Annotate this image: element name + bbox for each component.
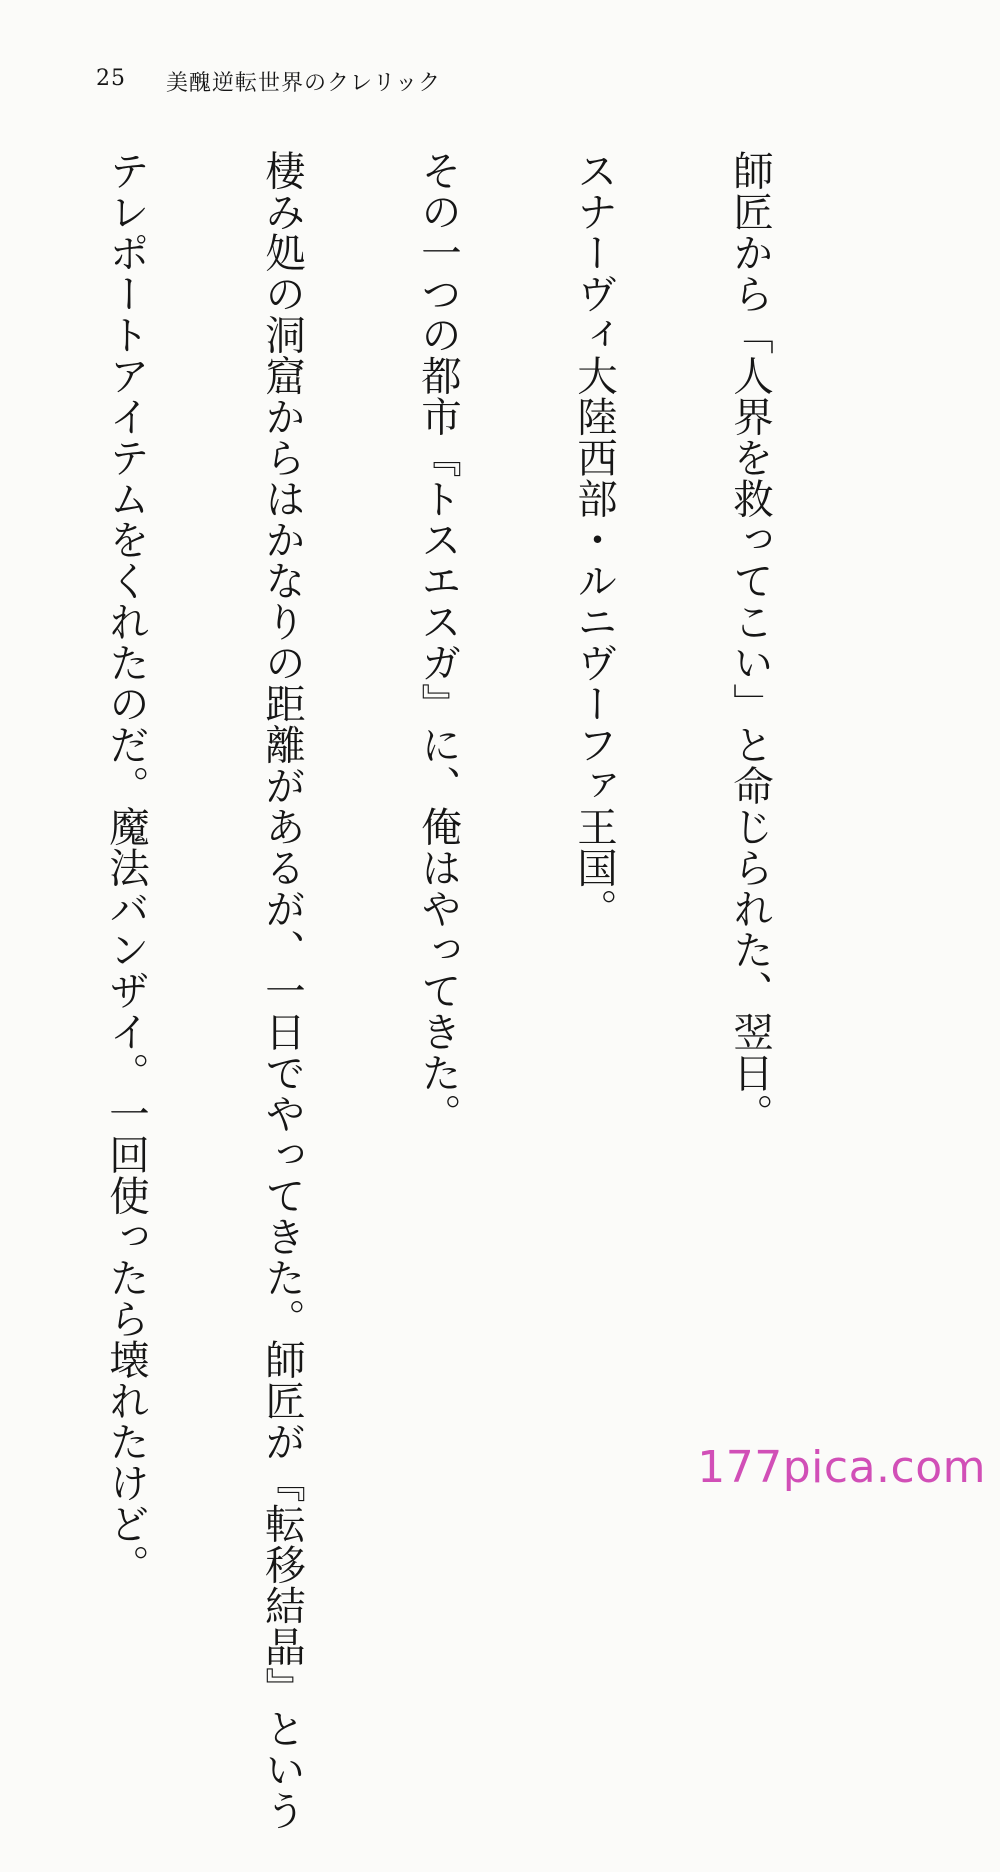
text-line: スナーヴィ大陸西部・ルニヴーファ王国。 bbox=[570, 150, 618, 929]
page-header bbox=[96, 66, 441, 97]
page-number: 25 bbox=[96, 66, 126, 91]
text-line: テレポートアイテムをくれたのだ。魔法バンザイ。一回使ったら壊れたけど。 bbox=[102, 150, 150, 1585]
book-title: 美醜逆転世界のクレリック bbox=[166, 71, 442, 96]
text-line: 師匠から「人界を救ってこい」と命じられた、翌日。 bbox=[726, 150, 774, 1134]
text-line: 棲み処の洞窟からはかなりの距離があるが、一日でやってきた。師匠が『転移結晶』という bbox=[258, 150, 306, 1831]
text-line: その一つの都市『トスエスガ』に、俺はやってきた。 bbox=[414, 150, 462, 1134]
site-watermark: 177pica.com bbox=[697, 1442, 986, 1493]
